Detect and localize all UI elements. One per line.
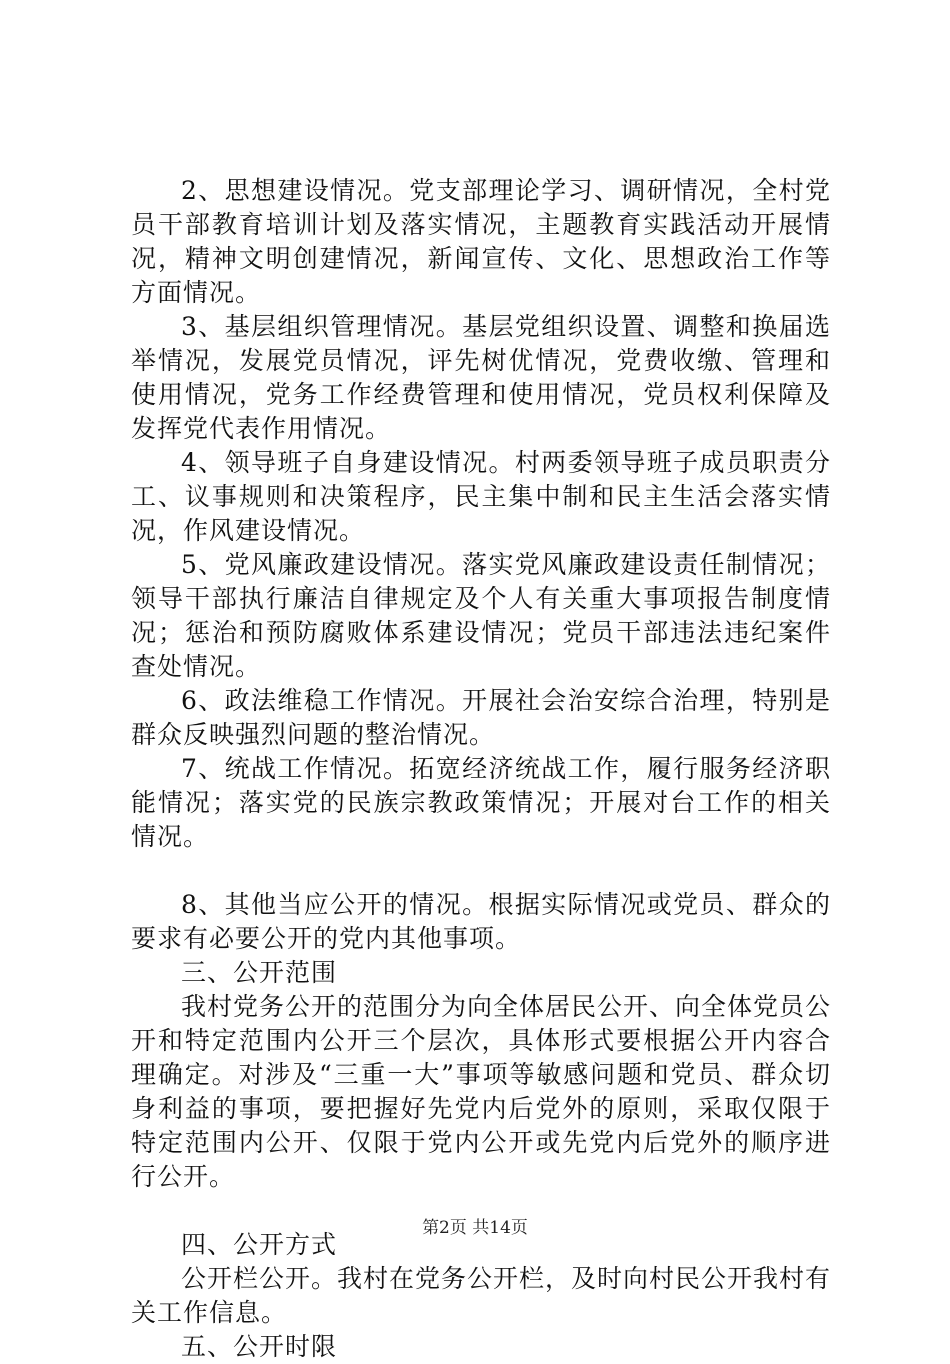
paragraph-united-front: 7、统战工作情况。拓宽经济统战工作，履行服务经济职能情况；落实党的民族宗教政策情况；开展对台工作的相关情况。	[131, 754, 831, 851]
paragraph-other: 8、其他当应公开的情况。根据实际情况或党员、群众的要求有必要公开的党内其他事项。	[131, 890, 831, 953]
paragraph-ideology: 2、思想建设情况。党支部理论学习、调研情况，全村党员干部教育培训计划及落实情况，主题教育实践活动开展情况，精神文明创建情况，新闻宣传、文化、思想政治工作等方面情况。	[131, 176, 831, 307]
paragraph-stability: 6、政法维稳工作情况。开展社会治安综合治理，特别是群众反映强烈问题的整治情况。	[131, 686, 831, 749]
paragraph-scope: 我村党务公开的范围分为向全体居民公开、向全体党员公开和特定范围内公开三个层次，具体形式要根据公开内容合理确定。对涉及“三重一大”事项等敏感问题和党员、群众切身利益的事项，要把握好先党内后党外的原则，采取仅限于特定范围内公开、仅限于党内公开或先党内后党外的顺序进行公开。	[131, 992, 832, 1191]
section-heading-scope: 三、公开范围	[181, 958, 338, 987]
paragraph-leadership: 4、领导班子自身建设情况。村两委领导班子成员职责分工、议事规则和决策程序，民主集中制和民主生活会落实情况，作风建设情况。	[131, 448, 831, 545]
section-heading-time-limit: 五、公开时限	[181, 1332, 338, 1361]
paragraph-integrity: 5、党风廉政建设情况。落实党风廉政建设责任制情况；领导干部执行廉洁自律规定及个人有关重大事项报告制度情况；惩治和预防腐败体系建设情况；党员干部违法违纪案件查处情况。	[131, 550, 831, 681]
section-heading-method: 四、公开方式	[181, 1230, 338, 1259]
document-body	[131, 174, 831, 1364]
page-number-footer: 第2页 共14页	[422, 1218, 528, 1238]
paragraph-method: 公开栏公开。我村在党务公开栏，及时向村民公开我村有关工作信息。	[131, 1264, 832, 1327]
paragraph-organization: 3、基层组织管理情况。基层党组织设置、调整和换届选举情况，发展党员情况，评先树优情况，党费收缴、管理和使用情况，党务工作经费管理和使用情况，党员权利保障及发挥党代表作用情况。	[131, 312, 831, 443]
